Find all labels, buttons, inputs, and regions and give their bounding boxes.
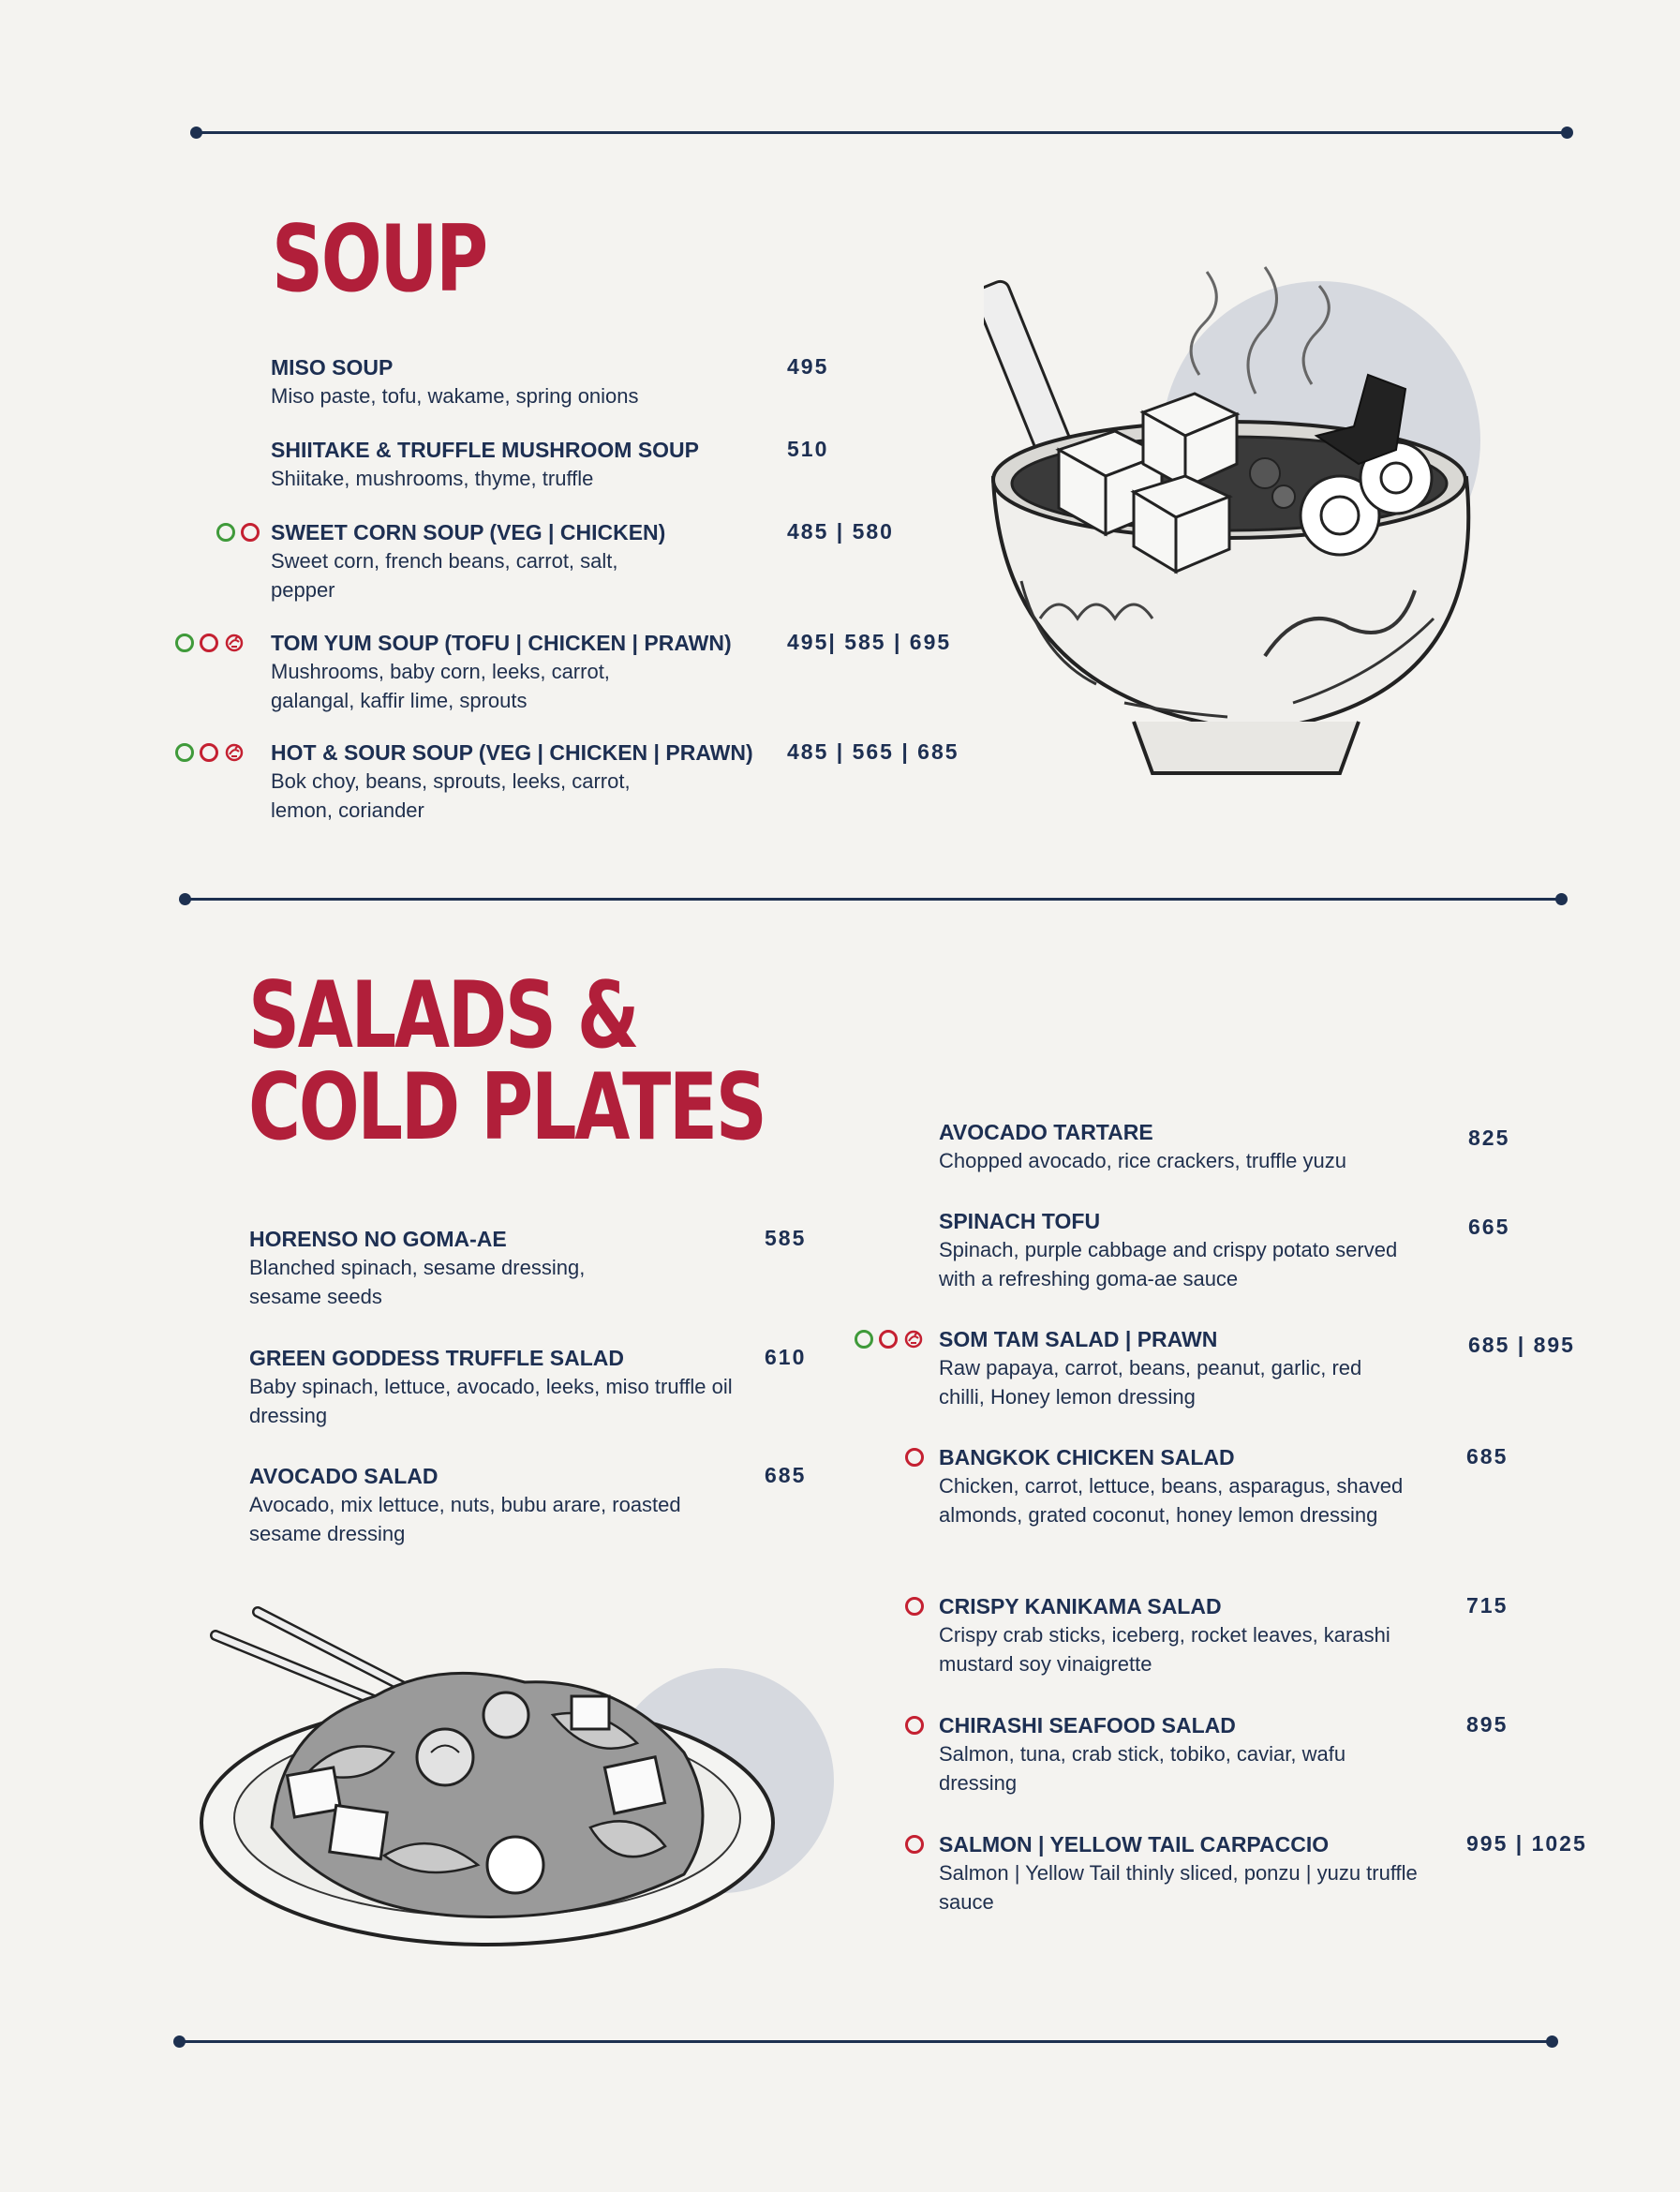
- item-name: CRISPY KANIKAMA SALAD: [939, 1594, 1222, 1618]
- item-price: 825: [1468, 1126, 1510, 1150]
- salads-title-line2: COLD PLATES: [248, 1054, 766, 1161]
- salad-item-avocado-salad: [249, 1462, 699, 1548]
- item-name: SALMON | YELLOW TAIL CARPACCIO: [939, 1832, 1330, 1856]
- item-name: HOT & SOUR SOUP (VEG | CHICKEN | PRAWN): [271, 740, 753, 765]
- salad-item-spinach-tofu: [939, 1207, 1407, 1293]
- item-name: SHIITAKE & TRUFFLE MUSHROOM SOUP: [271, 438, 700, 462]
- item-price: 685: [1466, 1444, 1509, 1469]
- item-name: AVOCADO TARTARE: [939, 1120, 1153, 1144]
- item-desc: Chicken, carrot, lettuce, beans, asparagus, shaved almonds, grated coconut, honey lemon dressing: [939, 1474, 1404, 1527]
- salad-item-bangkok-chicken: [939, 1443, 1407, 1529]
- item-desc: Crispy crab sticks, iceberg, rocket leaves, karashi mustard soy vinaigrette: [939, 1623, 1390, 1676]
- item-desc: Salmon | Yellow Tail thinly sliced, ponzu | yuzu truffle sauce: [939, 1861, 1418, 1914]
- salad-item-horenso: [249, 1225, 662, 1311]
- soup-title: SOUP: [272, 206, 486, 313]
- nonveg-ring-icon: [905, 1597, 924, 1616]
- diet-icons: [905, 1715, 924, 1736]
- soup-item-sweet-corn: [271, 518, 666, 604]
- item-name: SWEET CORN SOUP (VEG | CHICKEN): [271, 520, 666, 544]
- item-price: 585: [765, 1226, 807, 1250]
- item-desc: Miso paste, tofu, wakame, spring onions: [271, 384, 639, 408]
- item-price: 495| 585 | 695: [787, 630, 952, 654]
- nonveg-ring-icon: [879, 1330, 898, 1349]
- veg-ring-icon: [216, 523, 235, 542]
- nonveg-ring-icon: [905, 1716, 924, 1735]
- prawn-icon: [903, 1329, 924, 1349]
- item-price: 715: [1466, 1593, 1509, 1618]
- diet-icons: [216, 522, 260, 543]
- item-desc: Raw papaya, carrot, beans, peanut, garlic, red chilli, Honey lemon dressing: [939, 1356, 1362, 1409]
- item-price: 495: [787, 354, 829, 379]
- salad-item-som-tam: [939, 1325, 1407, 1411]
- top-divider: [196, 131, 1568, 134]
- diet-icons: [855, 1329, 924, 1349]
- item-name: SOM TAM SALAD | PRAWN: [939, 1327, 1218, 1351]
- item-name: TOM YUM SOUP (TOFU | CHICKEN | PRAWN): [271, 631, 732, 655]
- bottom-divider: [179, 2040, 1553, 2043]
- salad-item-chirashi: [939, 1711, 1389, 1797]
- item-desc: Mushrooms, baby corn, leeks, carrot, galangal, kaffir lime, sprouts: [271, 660, 610, 712]
- veg-ring-icon: [175, 743, 194, 762]
- prawn-icon: [224, 742, 245, 763]
- ramen-bowl-illustration: [984, 262, 1518, 787]
- item-desc: Chopped avocado, rice crackers, truffle yuzu: [939, 1149, 1346, 1172]
- salad-plate-illustration: [197, 1593, 853, 1968]
- item-price: 685: [765, 1463, 807, 1487]
- item-name: HORENSO NO GOMA-AE: [249, 1227, 507, 1251]
- soup-item-miso: [271, 353, 758, 410]
- nonveg-ring-icon: [241, 523, 260, 542]
- item-price: 485 | 565 | 685: [787, 739, 959, 764]
- nonveg-ring-icon: [200, 743, 218, 762]
- middle-divider: [185, 898, 1562, 901]
- salad-item-green-goddess: [249, 1344, 736, 1430]
- salad-item-avocado-tartare: [939, 1118, 1426, 1175]
- item-price: 510: [787, 437, 829, 461]
- nonveg-ring-icon: [200, 634, 218, 652]
- item-name: GREEN GODDESS TRUFFLE SALAD: [249, 1346, 624, 1370]
- item-desc: Avocado, mix lettuce, nuts, bubu arare, roasted sesame dressing: [249, 1493, 681, 1545]
- item-name: MISO SOUP: [271, 355, 394, 380]
- item-name: BANGKOK CHICKEN SALAD: [939, 1445, 1235, 1469]
- soup-item-tom-yum: [271, 629, 732, 715]
- item-price: 685 | 895: [1468, 1333, 1575, 1357]
- salad-item-salmon-carpaccio: [939, 1830, 1435, 1916]
- diet-icons: [905, 1447, 924, 1468]
- nonveg-ring-icon: [905, 1448, 924, 1467]
- salads-title-line1: SALADS &: [248, 962, 638, 1069]
- veg-ring-icon: [855, 1330, 873, 1349]
- item-price: 610: [765, 1345, 807, 1369]
- diet-icons: [905, 1834, 924, 1855]
- item-price: 895: [1466, 1712, 1509, 1737]
- soup-item-hot-sour: [271, 738, 753, 825]
- item-desc: Spinach, purple cabbage and crispy potato served with a refreshing goma-ae sauce: [939, 1238, 1398, 1290]
- item-desc: Shiitake, mushrooms, thyme, truffle: [271, 467, 594, 490]
- item-desc: Baby spinach, lettuce, avocado, leeks, miso truffle oil dressing: [249, 1375, 733, 1427]
- veg-ring-icon: [175, 634, 194, 652]
- diet-icons: [175, 633, 245, 653]
- prawn-icon: [224, 633, 245, 653]
- diet-icons: [905, 1596, 924, 1617]
- diet-icons: [175, 742, 245, 763]
- item-price: 995 | 1025: [1466, 1831, 1587, 1856]
- item-desc: Salmon, tuna, crab stick, tobiko, caviar, wafu dressing: [939, 1742, 1346, 1795]
- item-desc: Blanched spinach, sesame dressing, sesame seeds: [249, 1256, 586, 1308]
- item-name: AVOCADO SALAD: [249, 1464, 439, 1488]
- item-name: CHIRASHI SEAFOOD SALAD: [939, 1713, 1236, 1737]
- salad-item-crispy-kanikama: [939, 1592, 1407, 1678]
- item-desc: Bok choy, beans, sprouts, leeks, carrot, lemon, coriander: [271, 769, 631, 822]
- soup-item-shiitake: [271, 436, 758, 493]
- item-name: SPINACH TOFU: [939, 1209, 1101, 1233]
- item-price: 485 | 580: [787, 519, 894, 544]
- nonveg-ring-icon: [905, 1835, 924, 1854]
- item-price: 665: [1468, 1215, 1510, 1239]
- item-desc: Sweet corn, french beans, carrot, salt, pepper: [271, 549, 618, 602]
